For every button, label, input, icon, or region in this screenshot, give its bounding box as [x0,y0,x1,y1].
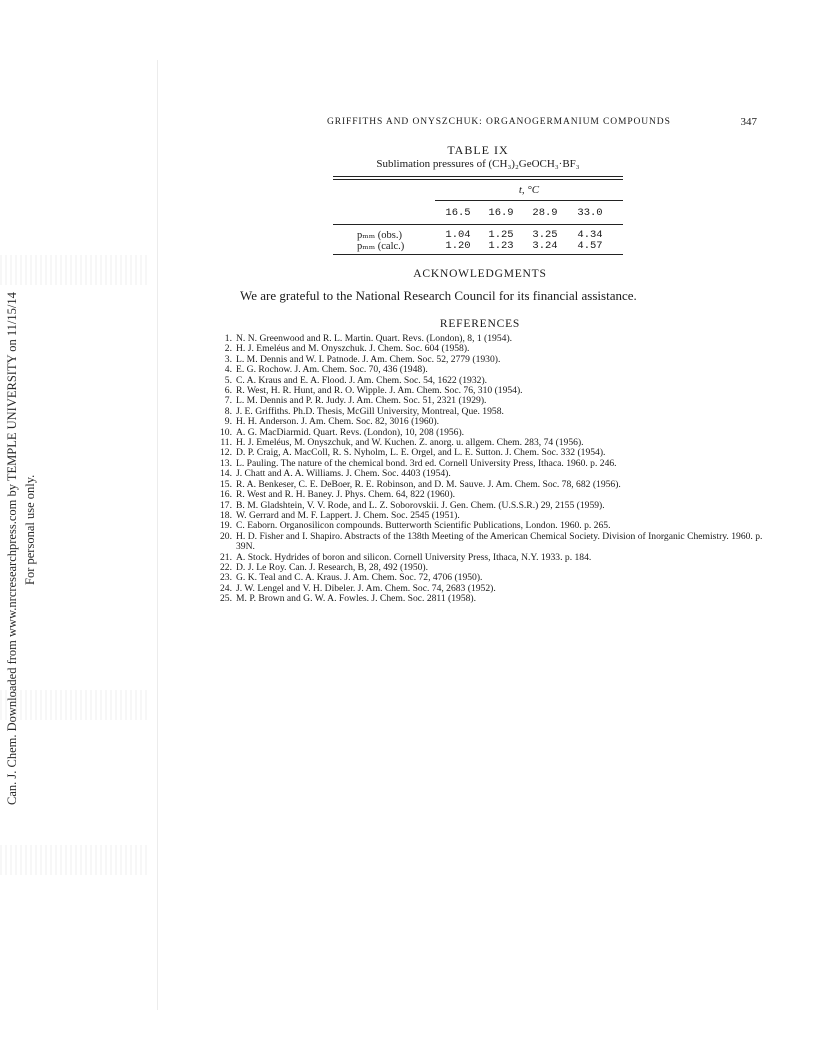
reference-text: A. Stock. Hydrides of boron and silicon. Cornell University Press, Ithaca, N.Y. 1933. p. 184. [236,551,592,563]
table-cell: 4.57 [577,240,603,252]
reference-text: R. A. Benkeser, C. E. DeBoer, R. E. Robinson, and D. M. Sauve. J. Am. Chem. Soc. 78, 682 (1956). [236,478,621,490]
reference-number: 3. [224,353,232,365]
reference-text: H. H. Anderson. J. Am. Chem. Soc. 82, 3016 (1960). [236,416,440,428]
reference-text: H. J. Emeléus, M. Onyszchuk, and W. Kuchen. Z. anorg. u. allgem. Chem. 283, 74 (1956). [236,437,584,449]
reference-text: N. N. Greenwood and R. L. Martin. Quart. Revs. (London), 8, 1 (1954). [236,333,513,344]
table-column-header: 16.5 [445,207,471,219]
acknowledgments-text: We are grateful to the National Research Council for its financial assistance. [240,288,637,303]
table-column-group-label: t, °C [518,184,540,196]
table-cell: 4.34 [577,229,603,241]
reference-number: 2. [224,343,232,355]
reference-text: W. Gerrard and M. F. Lappert. J. Chem. Soc. 2545 (1951). [236,509,460,521]
scan-noise [0,845,150,875]
table-title: TABLE IX [447,143,509,157]
table-cell: 3.25 [532,229,558,241]
page-number: 347 [740,116,757,128]
download-watermark-svg [2,215,52,815]
reference-number: 14. [220,468,232,480]
table-row-label: pₘₘ (obs.) [357,230,402,241]
table-top-rule [333,176,623,177]
reference-number: 21. [220,551,232,563]
table-caption: Sublimation pressures of (CH₃)₂GeOCH₃·BF₃ [376,158,580,170]
table-cell: 1.23 [488,240,514,252]
table-cell: 1.04 [445,229,471,241]
reference-text: L. M. Dennis and W. I. Patnode. J. Am. Chem. Soc. 52, 2779 (1930). [236,353,501,365]
reference-text: L. Pauling. The nature of the chemical bond. 3rd ed. Cornell University Press, Ithaca. 1960. p. 246. [236,457,617,469]
reference-list [218,334,763,605]
running-head [327,117,757,131]
reference-text: R. West, H. R. Hunt, and R. O. Wipple. J. Am. Chem. Soc. 76, 310 (1954). [236,385,523,397]
table-column-header: 28.9 [532,207,558,219]
reference-item [218,490,763,500]
reference-number: 7. [224,395,232,407]
reference-number: 18. [220,509,232,521]
reference-text: G. K. Teal and C. A. Kraus. J. Am. Chem. Soc. 72, 4706 (1950). [236,572,483,584]
reference-text: E. G. Rochow. J. Am. Chem. Soc. 70, 436 (1948). [236,364,428,376]
acknowledgments-heading: ACKNOWLEDGMENTS [413,268,547,280]
reference-text: M. P. Brown and G. W. A. Fowles. J. Chem. Soc. 2811 (1958). [236,593,477,605]
reference-number: 4. [224,364,232,376]
reference-text: L. M. Dennis and P. R. Judy. J. Am. Chem. Soc. 51, 2321 (1929). [236,395,487,407]
references-heading: REFERENCES [439,318,521,330]
reference-number: 10. [220,426,232,438]
reference-text: R. West and R. H. Baney. J. Phys. Chem. 64, 822 (1960). [236,489,456,501]
reference-item [218,594,763,604]
download-watermark [2,215,52,815]
reference-number: 25. [220,593,232,605]
reference-text: D. J. Le Roy. Can. J. Research, B, 28, 492 (1950). [236,561,429,573]
table-column-header: 16.9 [488,207,514,219]
table-row-label: pₘₘ (calc.) [357,241,405,252]
reference-number: 8. [224,405,232,417]
reference-number: 11. [220,437,232,449]
reference-number: 12. [220,447,232,459]
reference-number: 16. [220,489,232,501]
reference-item [218,532,763,553]
table-top-rule-2 [333,179,623,180]
reference-text: D. P. Craig, A. MacColl, R. S. Nyholm, L. E. Orgel, and L. E. Sutton. J. Chem. Soc. 332 (1954). [236,447,606,459]
reference-text: J. Chatt and A. A. Williams. J. Chem. Soc. 4403 (1954). [236,468,451,480]
table-group-rule [435,200,623,201]
running-title: GRIFFITHS AND ONYSZCHUK: ORGANOGERMANIUM COMPOUNDS [327,117,671,127]
table-cell: 1.25 [488,229,514,241]
reference-number: 13. [220,457,232,469]
reference-text: H. J. Emeléus and M. Onyszchuk. J. Chem. Soc. 604 (1958). [236,343,470,355]
table-column-header: 33.0 [577,207,603,219]
table-header-rule [333,224,623,225]
watermark-line-1: Can. J. Chem. Downloaded from www.nrcresearchpress.com by TEMPLE UNIVERSITY on 11/15/14 [5,292,19,805]
reference-number: 9. [224,416,232,428]
reference-number: 6. [224,385,232,397]
table-bottom-rule [333,254,623,255]
reference-number: 15. [220,478,232,490]
reference-number: 22. [220,561,232,573]
reference-number: 5. [224,374,232,386]
reference-text: H. D. Fisher and I. Shapiro. Abstracts of the 138th Meeting of the American Chemical Society. Division of Inorganic Chemistry. 1960. p. 39N. [236,530,763,553]
reference-number: 24. [220,582,232,594]
reference-text: A. G. MacDiarmid. Quart. Revs. (London), 10, 208 (1956). [236,426,465,438]
reference-text: J. W. Lengel and V. H. Dibeler. J. Am. Chem. Soc. 74, 2683 (1952). [236,582,496,594]
reference-number: 20. [220,530,232,542]
watermark-line-2: For personal use only. [23,474,37,585]
reference-text: B. M. Gladshtein, V. V. Rode, and L. Z. Soborovskii. J. Gen. Chem. (U.S.S.R.) 29, 2155 (1959). [236,499,605,511]
reference-text: C. Eaborn. Organosilicon compounds. Butterworth Scientific Publications, London. 1960. p. 265. [236,520,611,532]
reference-text: J. E. Griffiths. Ph.D. Thesis, McGill University, Montreal, Que. 1958. [236,405,504,417]
reference-text: C. A. Kraus and E. A. Flood. J. Am. Chem. Soc. 54, 1622 (1932). [236,374,488,386]
reference-number: 23. [220,572,232,584]
reference-number: 17. [220,499,232,511]
scan-margin-line [157,60,158,1010]
table-cell: 3.24 [532,240,558,252]
table-cell: 1.20 [445,240,471,252]
reference-number: 1. [224,333,232,344]
reference-number: 19. [220,520,232,532]
